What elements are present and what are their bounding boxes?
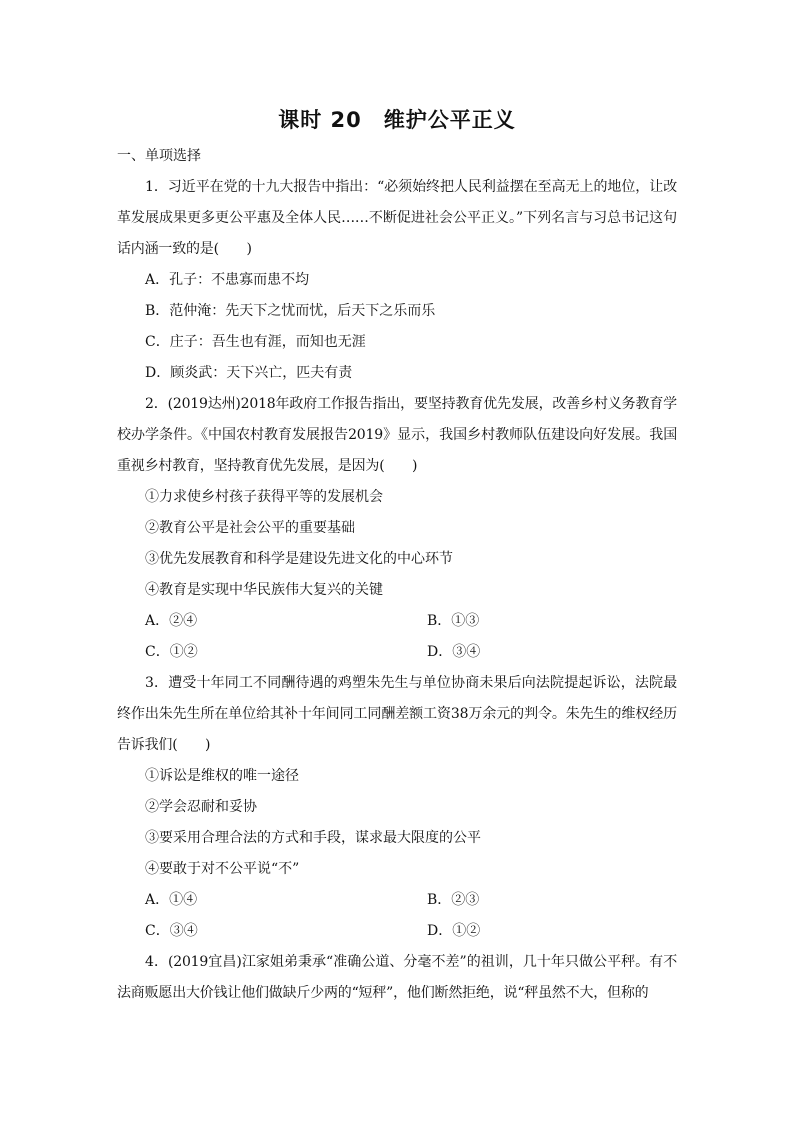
question-2-statement-1: ①力求使乡村孩子获得平等的发展机会: [145, 489, 383, 505]
title-lesson-number: 课时 20: [278, 108, 362, 132]
question-2-options-row-1: [117, 606, 677, 637]
question-4-stem: 4．(2019宜昌)江家姐弟秉承“准确公道、分毫不差”的祖训，几十年只做公平秤。有不法商贩愿出大价钱让他们做缺斤少两的“短秤”，他们断然拒绝，说“秤虽然不大，但称的: [117, 954, 677, 1001]
question-3-option-c: C．③④: [145, 923, 198, 939]
question-3-statement-2: ②学会忍耐和妥协: [145, 799, 257, 815]
question-3-option-a: A．①④: [145, 892, 198, 908]
question-1-option-b: B．范仲淹：先天下之忧而忧，后天下之乐而乐: [145, 303, 436, 319]
question-2-statement-2: ②教育公平是社会公平的重要基础: [145, 520, 355, 536]
document-body: [117, 141, 677, 1009]
question-1-stem: 1．习近平在党的十九大报告中指出：“必须始终把人民利益摆在至高无上的地位，让改革发展成果更多更公平惠及全体人民……不断促进社会公平正义。”下列名言与习总书记这句话内涵一致的是( ): [117, 179, 677, 257]
question-3-option-d: D．①②: [427, 923, 481, 939]
question-1-option-c: C．庄子：吾生也有涯，而知也无涯: [145, 334, 366, 350]
question-2-option-c: C．①②: [145, 644, 198, 660]
question-2-options-row-2: [117, 637, 677, 668]
question-3-statement-4: ④要敢于对不公平说“不”: [145, 861, 300, 877]
question-2-stem: 2．(2019达州)2018年政府工作报告指出，要坚持教育优先发展，改善乡村义务教育学校办学条件。《中国农村教育发展报告2019》显示，我国乡村教师队伍建设向好发展。我国重视乡村教育，坚持教育优先发展，是因为( ): [117, 396, 677, 474]
question-2-option-d: D．③④: [427, 644, 481, 660]
question-3-options-row-1: [117, 885, 677, 916]
question-3-statement-3: ③要采用合理合法的方式和手段，谋求最大限度的公平: [145, 830, 481, 846]
question-3-stem: 3．遭受十年同工不同酬待遇的鸡塑朱先生与单位协商未果后向法院提起诉讼，法院最终作出朱先生所在单位给其补十年间同工同酬差额工资38万余元的判令。朱先生的维权经历告诉我们( ): [117, 675, 677, 753]
section-heading: 一、单项选择: [117, 148, 201, 164]
question-3: [117, 668, 677, 947]
question-1-option-a: A．孔子：不患寡而患不均: [145, 272, 310, 288]
question-3-statement-1: ①诉讼是维权的唯一途径: [145, 768, 299, 784]
page-title: [0, 104, 794, 134]
question-2-option-b: B．①③: [427, 613, 480, 629]
question-2-statement-3: ③优先发展教育和科学是建设先进文化的中心环节: [145, 551, 453, 567]
question-2: [117, 389, 677, 668]
question-2-option-a: A．②④: [145, 613, 198, 629]
question-3-option-b: B．②③: [427, 892, 480, 908]
question-4: [117, 947, 677, 1009]
question-2-statement-4: ④教育是实现中华民族伟大复兴的关键: [145, 582, 383, 598]
title-topic: 维护公平正义: [383, 108, 516, 132]
question-3-options-row-2: [117, 916, 677, 947]
question-1-option-d: D．顾炎武：天下兴亡，匹夫有责: [145, 365, 353, 381]
question-1: [117, 172, 677, 389]
